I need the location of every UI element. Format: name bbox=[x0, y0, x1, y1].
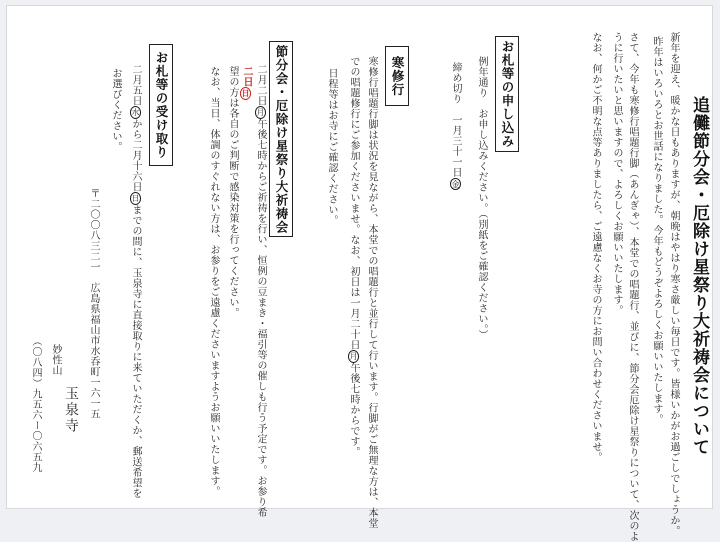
pickup-day-2: 日 bbox=[131, 194, 140, 203]
kan-line-2-day: 月 bbox=[349, 352, 358, 361]
letter-page bbox=[6, 5, 713, 542]
setsubun-red-day: 日 bbox=[241, 89, 251, 98]
intro-line-4: うに行いたいと思いますので、よろしくお願いいたします。 bbox=[611, 32, 622, 316]
footer-address: 〒二〇〇八三二一 広島県福山市水呑町一六一五 bbox=[88, 188, 99, 419]
document-title: 追儺節分会・厄除け星祭り大祈祷会について bbox=[689, 96, 709, 456]
intro-line-5: なお、何かご不明な点等ありましたら、ご遠慮なくお寺の方にお問い合わせくださいませ。 bbox=[590, 32, 601, 463]
footer-temple-name: 玉泉寺 bbox=[63, 386, 79, 434]
setsubun-heading: 節分会・厄除け星祭り大祈祷会 bbox=[269, 41, 293, 237]
footer-priest: 妙性山 bbox=[50, 344, 61, 376]
kan-line-2-b: 午後七時からです。 bbox=[348, 362, 359, 457]
pickup-line-1-b: から二月十六日 bbox=[130, 118, 141, 192]
apply-heading: お札等の申し込み bbox=[495, 36, 519, 152]
pickup-line-1-a: 二月五日 bbox=[130, 64, 141, 106]
pickup-day-1: 水 bbox=[131, 108, 140, 117]
setsubun-date-a: 二月二日 bbox=[255, 64, 266, 106]
setsubun-date-day: 月 bbox=[256, 108, 265, 117]
kan-line-2 bbox=[347, 56, 360, 457]
kan-line-2-a: での唱題修行にご参加くださいませ。なお、初日は一月二十日 bbox=[348, 56, 359, 350]
setsubun-date-line bbox=[254, 64, 267, 518]
pickup-line-1 bbox=[129, 64, 142, 499]
setsubun-red-date: 二日 bbox=[241, 66, 252, 87]
setsubun-date-b: 午後七時からご祈祷を行い、恒例の豆まき・福引等の催しも行う予定です。お参り希 bbox=[255, 118, 266, 518]
pickup-heading: お札等の受け取り bbox=[149, 44, 173, 166]
apply-deadline-text: 締め切り 一月三十一日 bbox=[450, 62, 461, 178]
setsubun-date-correction bbox=[240, 66, 253, 100]
intro-line-2: 昨年はいろいろとお世話になりました。今年もどうぞよろしくお願いいたします。 bbox=[651, 36, 662, 425]
apply-deadline bbox=[449, 62, 462, 190]
kan-line-1: 寒修行唱題行脚は状況を見ながら、本堂での唱題行と並行して行います。行脚がご無理な方は、本堂 bbox=[366, 56, 377, 529]
setsubun-line-2: 望の方は各自のご判断で感染対策を行ってください。 bbox=[227, 66, 238, 318]
setsubun-line-3: なお、当日、体調のすぐれない方は、お参りをご遠慮くださいますようお願いいたします。 bbox=[208, 66, 219, 497]
footer-phone: （〇八四）九五六ー〇六五九 bbox=[30, 336, 41, 473]
apply-line-1: 例年通り お申し込みください。（別紙をご確認ください。） bbox=[476, 56, 487, 340]
pickup-line-2: お選びください。 bbox=[110, 68, 121, 152]
intro-line-1: 新年を迎え、暖かな日もありますが、朝晩はやはり寒さ厳しい毎日です。皆様いかがお過ごしでしょうか。 bbox=[668, 32, 679, 536]
kan-line-3: 日程等はお寺にご確認ください。 bbox=[326, 68, 337, 226]
apply-deadline-day: 金 bbox=[451, 179, 460, 188]
pickup-line-1-c: までの間に、玉泉寺に直接取りに来ていただくか、郵送希望を bbox=[130, 204, 141, 499]
intro-line-3: さて、今年も寒修行唱題行脚（あんぎゃ）、本堂での唱題行、並びに、節分会厄除け星祭りについて、次のよ bbox=[627, 32, 638, 542]
kan-heading: 寒修行 bbox=[385, 46, 409, 106]
